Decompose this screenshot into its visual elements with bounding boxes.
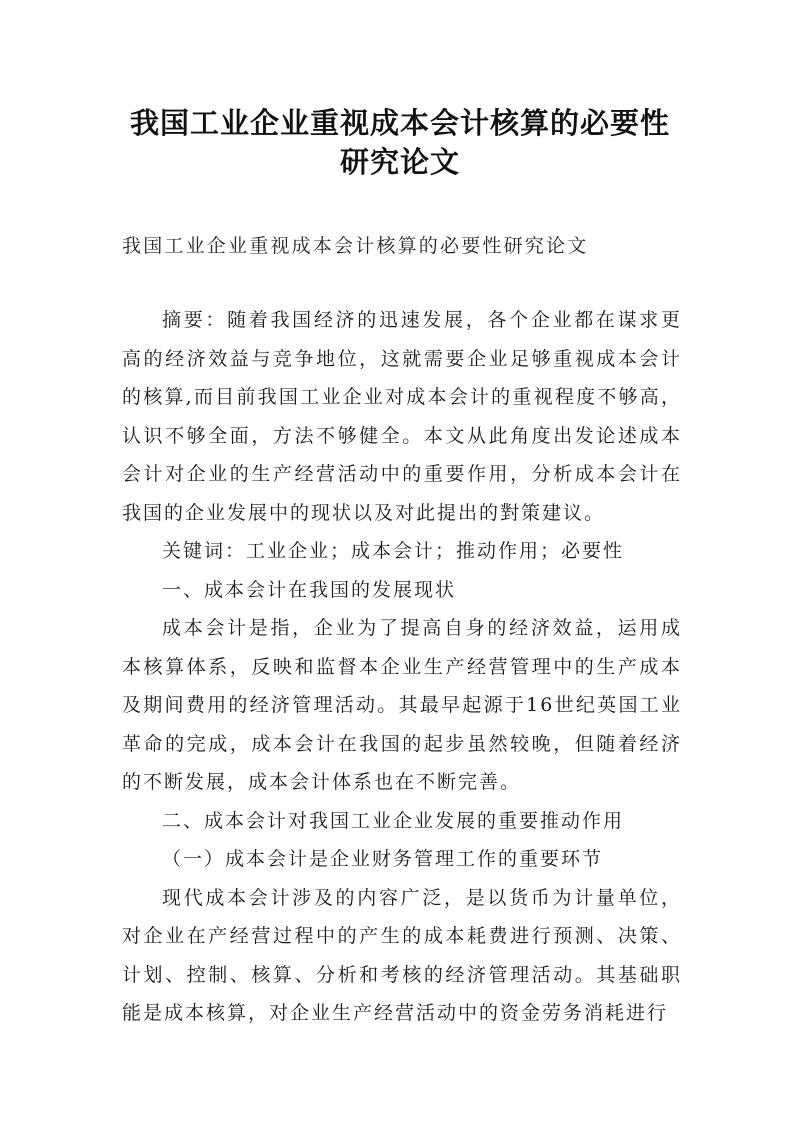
abstract-paragraph: 摘要：随着我国经济的迅速发展，各个企业都在谋求更高的经济效益与竞争地位，这就需要企业足够重视成本会计的核算,而目前我国工业企业对成本会计的重视程度不够高，认识不够全面，方法不够健全。本文从此角度出发论述成本会计对企业的生产经营活动中的重要作用，分析成本会计在我国的企业发展中的现状以及对此提出的對策建议。 [122,309,682,524]
section-2-subheading-1: （一）成本会计是企业财务管理工作的重要环节 [162,848,604,870]
document-title-line-1: 我国工业企业重视成本会计核算的必要性 [129,106,670,140]
document-subtitle: 我国工业企业重视成本会计核算的必要性研究论文 [122,235,589,257]
document-title-line-2: 研究论文 [339,145,460,179]
section-2-heading: 二、成本会计对我国工业企业发展的重要推动作用 [162,809,625,832]
document-body [122,301,682,1033]
section-1-paragraph: 成本会计是指，企业为了提高自身的经济效益，运用成本核算体系，反映和监督本企业生产经营管理中的生产成本及期间费用的经济管理活动。其最早起源于16世纪英国工业革命的完成，成本会计在我国的起步虽然较晚，但随着经济的不断发展，成本会计体系也在不断完善。 [122,617,682,793]
section-1-heading: 一、成本会计在我国的发展现状 [162,578,457,601]
section-2-sub-1-paragraph: 现代成本会计涉及的内容广泛，是以货币为计量单位，对企业在产经营过程中的产生的成本耗费进行预测、决策、计划、控制、核算、分析和考核的经济管理活动。其基础职能是成本核算，对企业生产经营活动中的资金劳务消耗进行 [122,886,682,1024]
keywords-line: 关键词：工业企业；成本会计；推动作用；必要性 [162,540,625,562]
